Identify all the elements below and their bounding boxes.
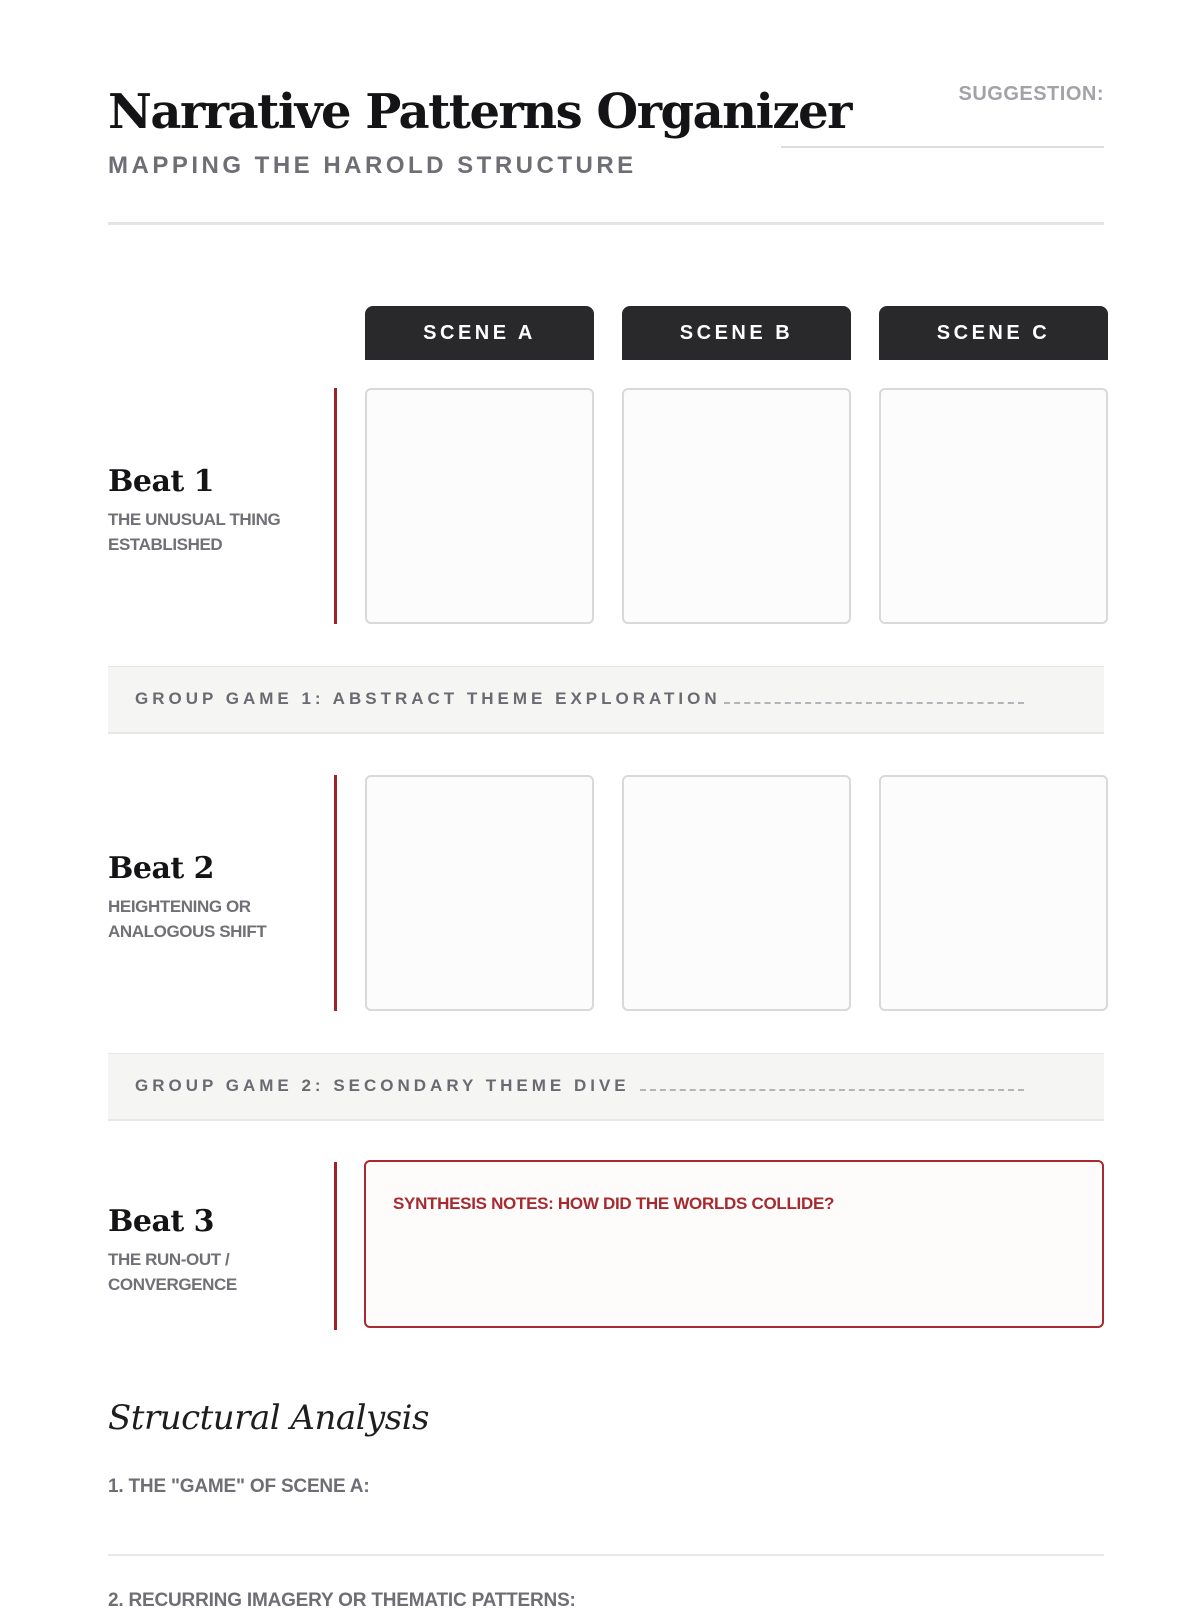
analysis-question-1: 1. THE "GAME" OF SCENE A: [108, 1476, 370, 1497]
group-game-1-bar [108, 666, 1104, 734]
header [108, 0, 1104, 225]
group-game-1-line[interactable] [724, 702, 1024, 704]
beat-1-title: Beat 1 [108, 464, 215, 499]
beat-2-description: HEIGHTENING OR ANALOGOUS SHIFT [108, 897, 267, 941]
suggestion-label: SUGGESTION: [958, 83, 1104, 105]
group-game-2-bar [108, 1053, 1104, 1121]
beat-1-scene-a-cell[interactable] [365, 388, 594, 624]
beat-1-divider [334, 388, 337, 624]
group-game-2-line[interactable] [640, 1089, 1024, 1091]
group-game-2-label: GROUP GAME 2: SECONDARY THEME DIVE [135, 1076, 630, 1095]
scene-b-header: SCENE B [622, 306, 851, 360]
scene-c-header: SCENE C [879, 306, 1108, 360]
beat-3-description: THE RUN-OUT / CONVERGENCE [108, 1250, 237, 1294]
synthesis-notes-label: SYNTHESIS NOTES: HOW DID THE WORLDS COLLIDE? [393, 1194, 835, 1213]
analysis-answer-line-1[interactable] [108, 1554, 1104, 1556]
suggestion-field[interactable] [781, 82, 1104, 148]
beat-3-title: Beat 3 [108, 1204, 215, 1239]
beat-2-divider [334, 775, 337, 1011]
group-game-1-label: GROUP GAME 1: ABSTRACT THEME EXPLORATION [135, 689, 721, 708]
page-title: Narrative Patterns Organizer [108, 84, 851, 140]
beat-2-scene-a-cell[interactable] [365, 775, 594, 1011]
beat-1-scene-b-cell[interactable] [622, 388, 851, 624]
beat-3-divider [334, 1162, 337, 1330]
beat-1-label [108, 464, 308, 557]
analysis-question-2: 2. RECURRING IMAGERY OR THEMATIC PATTERNS: [108, 1590, 576, 1611]
beat-3-label [108, 1204, 308, 1297]
scene-a-header: SCENE A [365, 306, 594, 360]
beat-1-scene-c-cell[interactable] [879, 388, 1108, 624]
page-subtitle: MAPPING THE HAROLD STRUCTURE [108, 152, 637, 179]
beat-2-scene-b-cell[interactable] [622, 775, 851, 1011]
beat-2-scene-c-cell[interactable] [879, 775, 1108, 1011]
worksheet-page [108, 0, 1104, 1611]
beat-2-title: Beat 2 [108, 851, 215, 886]
beat-2-label [108, 851, 308, 944]
beat-1-description: THE UNUSUAL THING ESTABLISHED [108, 510, 281, 554]
synthesis-notes-box[interactable] [364, 1160, 1104, 1328]
structural-analysis-title: Structural Analysis [108, 1398, 429, 1438]
